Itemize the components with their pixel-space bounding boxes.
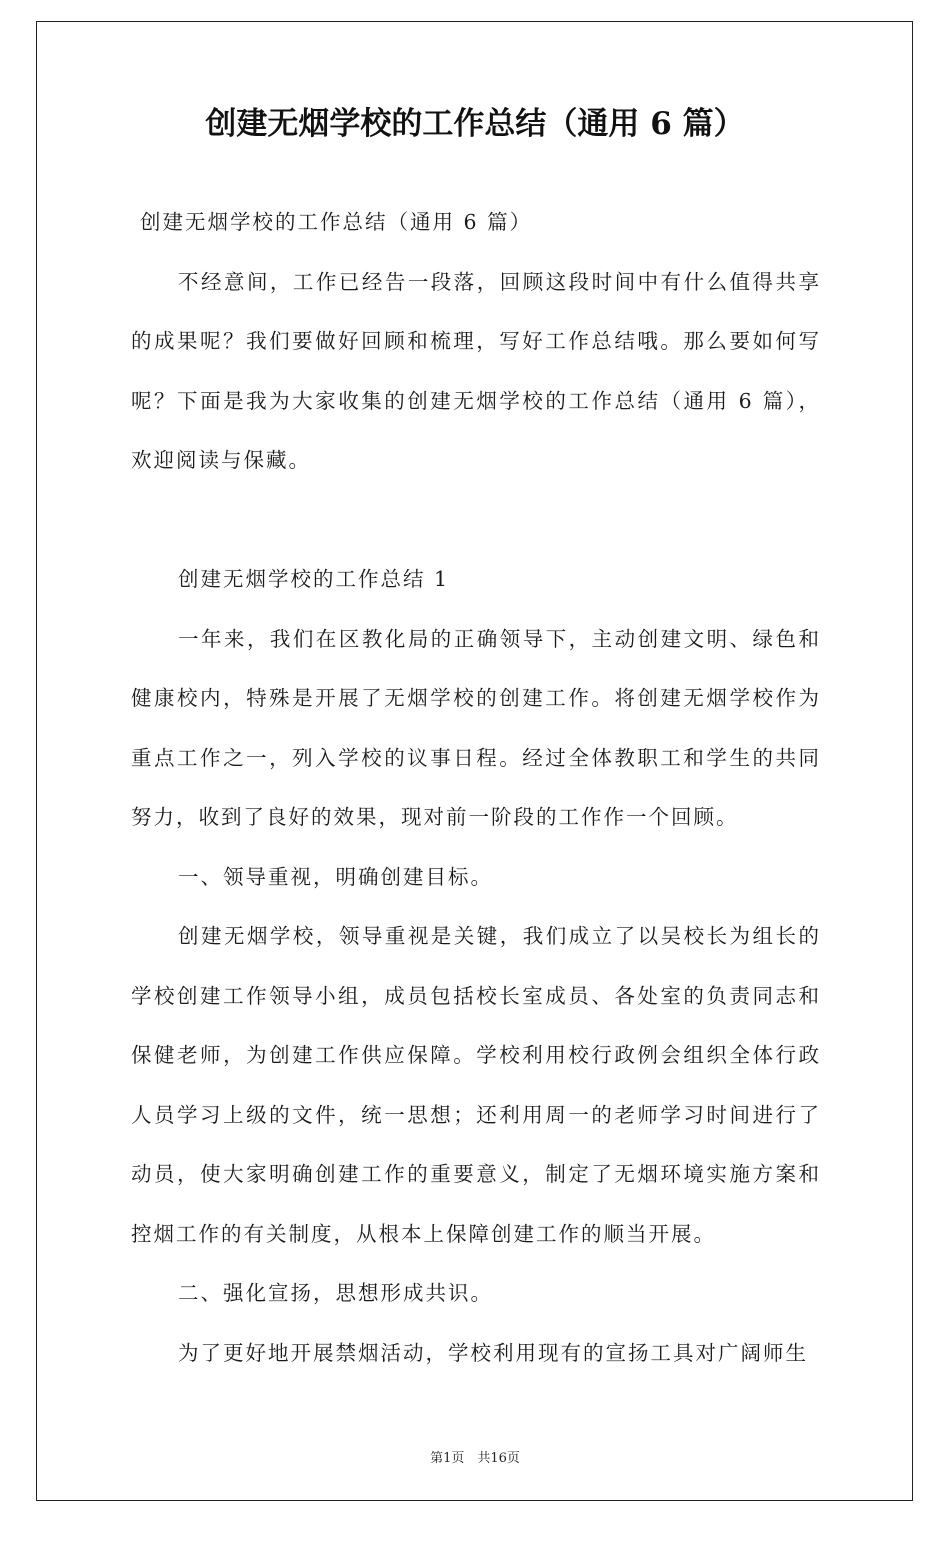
page-number-footer: 第1页 共16页	[430, 1451, 520, 1466]
body-paragraph-3: 为了更好地开展禁烟活动，学校利用现有的宣扬工具对广阔师生	[178, 1340, 808, 1365]
document-subtitle: 创建无烟学校的工作总结（通用 6 篇）	[140, 210, 533, 234]
document-title: 创建无烟学校的工作总结（通用 6 篇）	[205, 106, 745, 142]
subsection-heading-1: 一、领导重视，明确创建目标。	[178, 864, 493, 889]
body-paragraph-1: 一年来，我们在区教化局的正确领导下，主动创建文明、绿色和健康校内，特殊是开展了无烟学校的创建工作。将创建无烟学校作为重点工作之一，列入学校的议事日程。经过全体教职工和学生的共同努力，收到了良好的效果，现对前一阶段的工作作一个回顾。	[131, 626, 821, 829]
document-body	[131, 193, 821, 1383]
intro-paragraph: 不经意间，工作已经告一段落，回顾这段时间中有什么值得共享的成果呢？我们要做好回顾和梳理，写好工作总结哦。那么要如何写呢？下面是我为大家收集的创建无烟学校的工作总结（通用 6 篇），欢迎阅读与保藏。	[131, 269, 821, 472]
paragraph-spacer	[131, 491, 821, 551]
subsection-heading-2: 二、强化宣扬，思想形成共识。	[178, 1281, 493, 1305]
section-heading: 创建无烟学校的工作总结 1	[178, 567, 450, 591]
body-paragraph-2: 创建无烟学校，领导重视是关键，我们成立了以吴校长为组长的学校创建工作领导小组，成员包括校长室成员、各处室的负责同志和保健老师，为创建工作供应保障。学校利用校行政例会组织全体行政人员学习上级的文件，统一思想；还利用周一的老师学习时间进行了动员，使大家明确创建工作的重要意义，制定了无烟环境实施方案和控烟工作的有关制度，从根本上保障创建工作的顺当开展。	[131, 924, 821, 1246]
